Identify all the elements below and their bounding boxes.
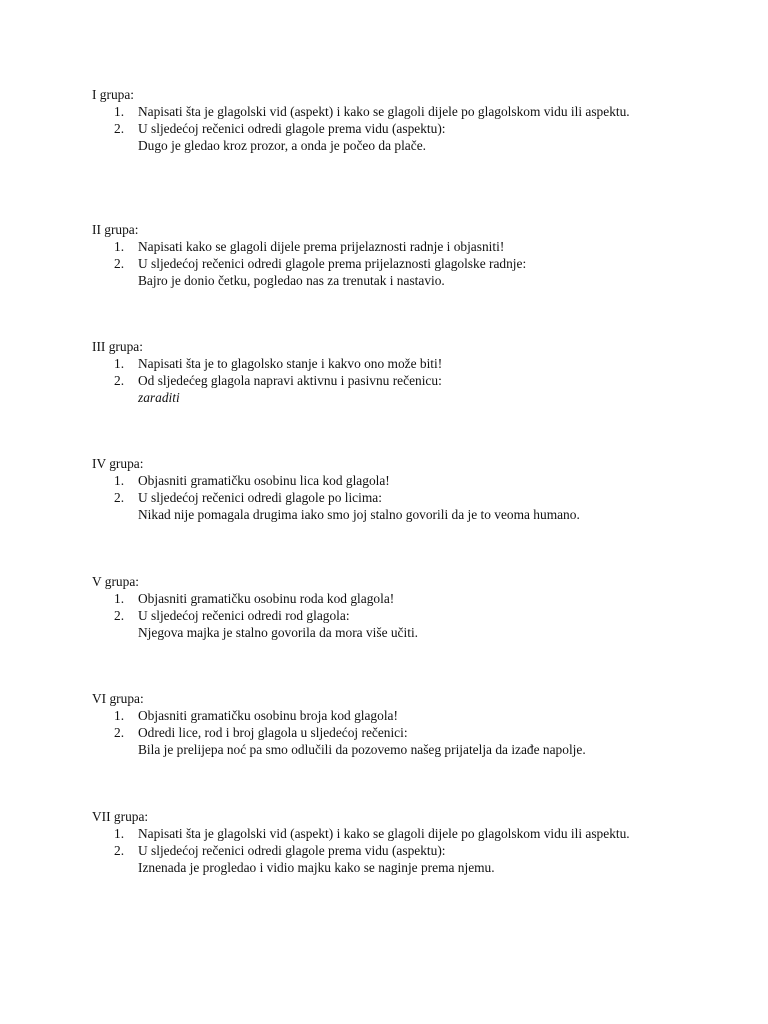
group-title: III grupa: xyxy=(92,339,143,354)
list-item xyxy=(92,489,692,523)
list-item xyxy=(92,607,692,641)
question-text: U sljedećoj rečenici odredi rod glagola: xyxy=(138,608,350,623)
list-item xyxy=(92,724,692,758)
group-2 xyxy=(92,221,692,289)
group-7 xyxy=(92,808,692,876)
list-item xyxy=(92,472,692,489)
example-sentence: Njegova majka je stalno govorila da mora više učiti. xyxy=(138,625,419,640)
list-number: 2. xyxy=(114,256,125,271)
list-item xyxy=(92,238,692,255)
list-number: 2. xyxy=(114,725,125,740)
list-item xyxy=(92,255,692,289)
list-number: 2. xyxy=(114,608,125,623)
question-text: Objasniti gramatičku osobinu broja kod glagola! xyxy=(138,708,398,723)
question-text: U sljedećoj rečenici odredi glagole prema vidu (aspektu): xyxy=(138,121,446,136)
list-number: 1. xyxy=(114,239,125,254)
list-number: 2. xyxy=(114,490,125,505)
group-title: VI grupa: xyxy=(92,691,144,706)
example-sentence: Dugo je gledao kroz prozor, a onda je počeo da plače. xyxy=(138,138,426,153)
list-number: 2. xyxy=(114,121,125,136)
example-sentence: Nikad nije pomagala drugima iako smo joj stalno govorili da je to veoma humano. xyxy=(138,507,580,522)
group-title: V grupa: xyxy=(92,574,139,589)
question-text: U sljedećoj rečenici odredi glagole po licima: xyxy=(138,490,382,505)
group-1 xyxy=(92,86,692,154)
list-item xyxy=(92,120,692,154)
group-title: I grupa: xyxy=(92,87,135,102)
question-text: Napisati šta je to glagolsko stanje i kakvo ono može biti! xyxy=(138,356,443,371)
question-text: Napisati kako se glagoli dijele prema prijelaznosti radnje i objasniti! xyxy=(138,239,505,254)
list-item xyxy=(92,103,692,120)
list-number: 2. xyxy=(114,373,125,388)
list-number: 1. xyxy=(114,708,125,723)
list-item xyxy=(92,372,692,406)
question-text: Napisati šta je glagolski vid (aspekt) i kako se glagoli dijele po glagolskom vidu ili aspektu. xyxy=(138,826,630,841)
list-number: 1. xyxy=(114,826,125,841)
group-6 xyxy=(92,690,692,758)
group-title: II grupa: xyxy=(92,222,139,237)
list-number: 2. xyxy=(114,843,125,858)
example-sentence: Bajro je donio četku, pogledao nas za trenutak i nastavio. xyxy=(138,273,445,288)
group-3 xyxy=(92,338,692,406)
list-item xyxy=(92,842,692,876)
list-number: 1. xyxy=(114,473,125,488)
list-item xyxy=(92,707,692,724)
question-text: Objasniti gramatičku osobinu lica kod glagola! xyxy=(138,473,390,488)
example-verb: zaraditi xyxy=(138,390,180,405)
example-sentence: Iznenada je progledao i vidio majku kako se naginje prema njemu. xyxy=(138,860,495,875)
group-title: VII grupa: xyxy=(92,809,149,824)
question-text: Napisati šta je glagolski vid (aspekt) i kako se glagoli dijele po glagolskom vidu ili aspektu. xyxy=(138,104,630,119)
group-5 xyxy=(92,573,692,641)
list-number: 1. xyxy=(114,591,125,606)
example-sentence: Bila je prelijepa noć pa smo odlučili da pozovemo našeg prijatelja da izađe napolje. xyxy=(138,742,586,757)
question-text: Odredi lice, rod i broj glagola u sljedećoj rečenici: xyxy=(138,725,408,740)
group-title: IV grupa: xyxy=(92,456,144,471)
list-item xyxy=(92,590,692,607)
question-text: Objasniti gramatičku osobinu roda kod glagola! xyxy=(138,591,395,606)
question-text: U sljedećoj rečenici odredi glagole prema vidu (aspektu): xyxy=(138,843,446,858)
list-number: 1. xyxy=(114,356,125,371)
list-item xyxy=(92,355,692,372)
group-4 xyxy=(92,455,692,523)
question-text: Od sljedećeg glagola napravi aktivnu i pasivnu rečenicu: xyxy=(138,373,442,388)
list-number: 1. xyxy=(114,104,125,119)
question-text: U sljedećoj rečenici odredi glagole prema prijelaznosti glagolske radnje: xyxy=(138,256,527,271)
list-item xyxy=(92,825,692,842)
